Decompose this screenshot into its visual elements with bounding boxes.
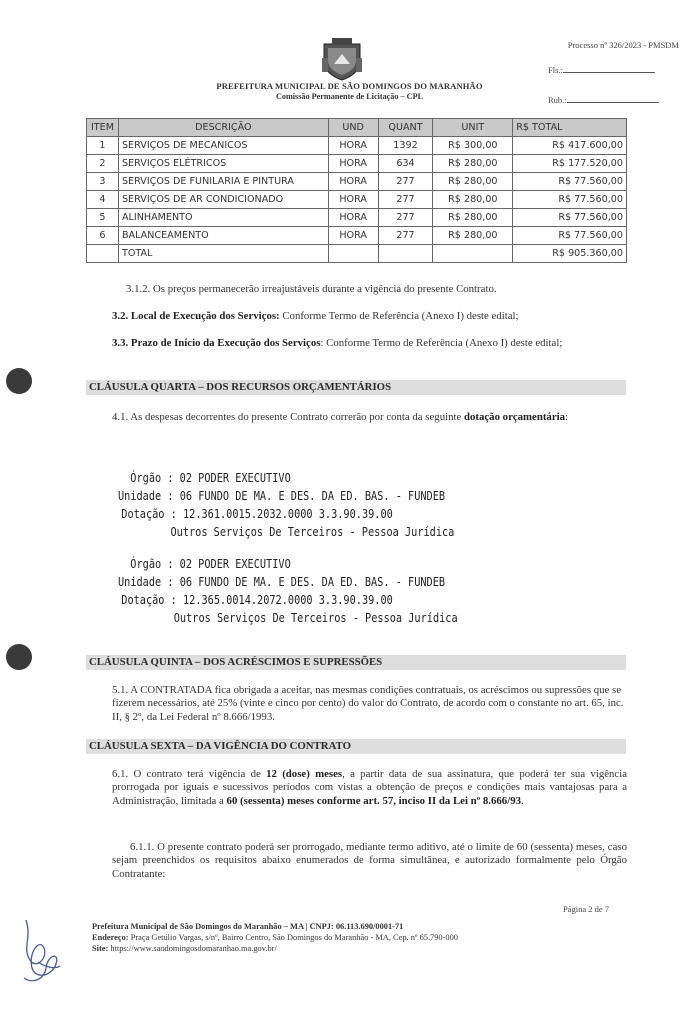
footer-address-line: [92, 933, 458, 944]
cell-item: 6: [87, 227, 119, 245]
paragraph-6-1: [112, 768, 627, 808]
table-row: [87, 155, 627, 173]
header-item: ITEM: [87, 119, 119, 137]
cell-unit: HORA: [328, 137, 378, 155]
paragraph-6-1-1: 6.1.1. O presente contrato poderá ser prorrogado, mediante termo aditivo, até o limite de 60 (sessenta) meses, caso sejam preenchidos os requisitos abaixo enumerados de forma simultânea, e autorizado formalmente pelo Órgão Contratante:: [112, 841, 627, 880]
paragraph-6-1-a: 6.1. O contrato terá vigência de: [112, 768, 267, 780]
cell-unit-price: R$ 300,00: [433, 137, 513, 155]
header-total: R$ TOTAL: [513, 119, 627, 137]
total-value: R$ 905.360,00: [513, 245, 627, 263]
budget-dotacao: Dotação : 12.361.0015.2032.0000 3.3.90.39.00: [121, 506, 393, 521]
header-unit: UND: [328, 119, 378, 137]
cell-unit: HORA: [328, 155, 378, 173]
footer-address-label: Endereço:: [92, 933, 129, 942]
footer-site-label: Site:: [92, 944, 109, 953]
cell-unit-price: R$ 280,00: [433, 155, 513, 173]
table-row: [87, 191, 627, 209]
paragraph-6-1-duration: 12 (dose) meses: [266, 768, 343, 780]
cell-unit-price: R$ 280,00: [433, 173, 513, 191]
clause-5-heading: CLÁUSULA QUINTA – DOS ACRÉSCIMOS E SUPRESSÕES: [86, 655, 626, 670]
fls-label: Fls.:: [548, 65, 563, 75]
org-name: PREFEITURA MUNICIPAL DE SÃO DOMINGOS DO MARANHÃO: [216, 81, 483, 91]
budget-unidade: Unidade : 06 FUNDO DE MA. E DES. DA ED. BAS. - FUNDEB: [118, 574, 446, 589]
cell-quantity: 1392: [378, 137, 433, 155]
cell-unit: HORA: [328, 227, 378, 245]
fls-field: [548, 64, 655, 75]
cell-item: 3: [87, 173, 119, 191]
cell-empty: [433, 245, 513, 263]
cell-unit: HORA: [328, 191, 378, 209]
cell-quantity: 277: [378, 209, 433, 227]
budget-description: Outros Serviços De Terceiros - Pessoa Jurídica: [170, 524, 455, 539]
table-total-row: [87, 245, 627, 263]
table-header-row: [87, 119, 627, 137]
header-quantity: QUANT: [378, 119, 433, 137]
table-row: [87, 209, 627, 227]
cell-description: SERVIÇOS ELÉTRICOS: [118, 155, 328, 173]
paragraph-6-1-e: .: [521, 794, 524, 807]
cell-description: ALINHAMENTO: [118, 209, 328, 227]
commission-name: Comissão Permanente de Licitação – CPL: [275, 92, 424, 101]
paragraph-3-3-title: 3.3. Prazo de Início da Execução dos Serviços: [112, 337, 321, 349]
cell-quantity: 277: [378, 227, 433, 245]
paragraph-3-2-text: Conforme Termo de Referência (Anexo I) deste edital;: [279, 310, 519, 322]
paragraph-3-1-2: 3.1.2. Os preços permanecerão irreajustáveis durante a vigência do presente Contrato.: [126, 283, 497, 295]
paragraph-6-1-limit: 60 (sessenta) meses conforme art. 57, inciso II da Lei nº 8.666/93: [226, 794, 521, 807]
cell-total: R$ 77.560,00: [513, 227, 627, 245]
header-description: DESCRIÇÃO: [118, 119, 328, 137]
paragraph-4-1-end: :: [565, 411, 569, 423]
paragraph-4-1-text: 4.1. As despesas decorrentes do presente Contrato correrão por conta da seguinte: [112, 411, 464, 423]
process-number: Processo nº 326/2023 - PMSDM: [567, 40, 679, 50]
rub-label: Rub.:: [548, 95, 567, 105]
paragraph-3-3-text: : Conforme Termo de Referência (Anexo I) deste edital;: [320, 337, 563, 349]
fls-line: [563, 64, 655, 73]
paragraph-5-1: 5.1. A CONTRATADA fica obrigada a aceitar, nas mesmas condições contratuais, os acréscimos ou supressões que se fizerem necessários, até 25% (vinte e cinco por cento) do valor do Contrato, de acordo com o constante no art. 65, inc. II, § 2º, da Lei Federal nº 8.666/1993.: [112, 684, 624, 723]
budget-orgao: Órgão : 02 PODER EXECUTIVO: [130, 470, 291, 485]
cell-unit-price: R$ 280,00: [433, 191, 513, 209]
cell-quantity: 277: [378, 191, 433, 209]
paragraph-3-2: [112, 310, 627, 323]
footer-site-line: [92, 944, 277, 955]
total-label: TOTAL: [118, 245, 328, 263]
cell-unit: HORA: [328, 173, 378, 191]
clause-6-heading: CLÁUSULA SEXTA – DA VIGÊNCIA DO CONTRATO: [86, 739, 626, 754]
budget-block-2: [118, 555, 458, 627]
clause-4-heading: CLÁUSULA QUARTA – DOS RECURSOS ORÇAMENTÁRIOS: [86, 380, 626, 395]
signature-mark: [18, 918, 64, 990]
cell-empty: [328, 245, 378, 263]
paragraph-4-1-bold: dotação orçamentária: [463, 411, 566, 423]
budget-orgao: Órgão : 02 PODER EXECUTIVO: [130, 556, 291, 571]
paragraph-6-1-c: , a partir data de sua assinatura, que poderá ter sua vigência prorrogada por iguais e sucessivos períodos com vistas a obtenção de preços e condições mais vantajosas para a Administração, limitada a: [112, 768, 627, 807]
budget-dotacao: Dotação : 12.365.0014.2072.0000 3.3.90.39.00: [121, 592, 393, 607]
cell-quantity: 277: [378, 173, 433, 191]
cell-total: R$ 77.560,00: [513, 209, 627, 227]
budget-block-1: [118, 469, 454, 541]
cell-item: 4: [87, 191, 119, 209]
cell-quantity: 634: [378, 155, 433, 173]
cell-description: SERVIÇOS DE AR CONDICIONADO: [118, 191, 328, 209]
cell-unit-price: R$ 280,00: [433, 227, 513, 245]
binder-hole: [6, 368, 32, 394]
table-row: [87, 227, 627, 245]
cell-total: R$ 77.560,00: [513, 173, 627, 191]
table-row: [87, 173, 627, 191]
cell-item: 5: [87, 209, 119, 227]
paragraph-4-1: [112, 411, 627, 424]
cell-total: R$ 77.560,00: [513, 191, 627, 209]
footer-org-text: Prefeitura Municipal de São Domingos do Maranhão – MA | CNPJ: 06.113.690/0001-71: [92, 922, 404, 931]
footer-org-line: [92, 922, 403, 933]
cell-empty: [378, 245, 433, 263]
budget-unidade: Unidade : 06 FUNDO DE MA. E DES. DA ED. BAS. - FUNDEB: [118, 488, 446, 503]
header-unit-price: UNIT: [433, 119, 513, 137]
cell-item: 2: [87, 155, 119, 173]
cell-item: 1: [87, 137, 119, 155]
cell-empty: [87, 245, 119, 263]
cell-description: BALANCEAMENTO: [118, 227, 328, 245]
cell-total: R$ 177.520,00: [513, 155, 627, 173]
cell-unit-price: R$ 280,00: [433, 209, 513, 227]
paragraph-3-3: [112, 337, 627, 350]
page-number: Página 2 de 7: [562, 904, 609, 914]
cell-total: R$ 417.600,00: [513, 137, 627, 155]
binder-hole: [6, 644, 32, 670]
services-table: [86, 118, 627, 263]
paragraph-3-2-title: 3.2. Local de Execução dos Serviços:: [112, 310, 280, 322]
municipal-crest-icon: [318, 34, 366, 82]
cell-description: SERVIÇOS DE FUNILARIA E PINTURA: [118, 173, 328, 191]
cell-description: SERVIÇOS DE MECANICOS: [118, 137, 328, 155]
footer-site-text: https://www.saodomingosdomaranhao.ma.gov.br/: [108, 944, 277, 953]
table-row: [87, 137, 627, 155]
footer-address-text: Praça Getúlio Vargas, s/nº, Bairro Centro, São Domingos do Maranhão - MA, Cep. nº 65.790-000: [128, 933, 458, 942]
budget-description: Outros Serviços De Terceiros - Pessoa Jurídica: [173, 610, 458, 625]
cell-unit: HORA: [328, 209, 378, 227]
